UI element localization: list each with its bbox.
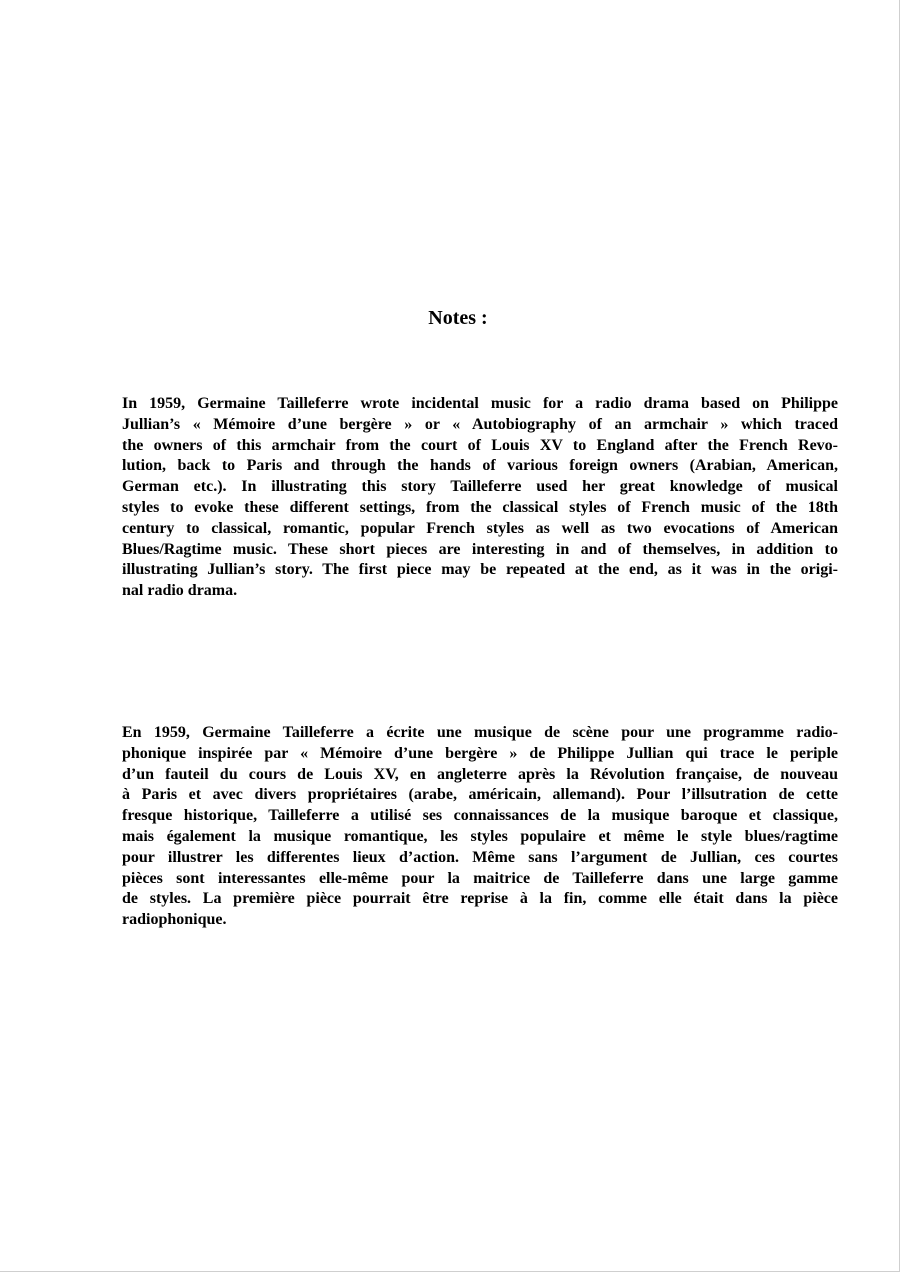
french-line: pour illustrer les differentes lieux d’action. Même sans l’argument de Jullian, ces courtes [122, 848, 838, 866]
english-line: nal radio drama. [122, 582, 238, 600]
page-title: Notes : [428, 307, 488, 329]
english-line: illustrating Jullian’s story. The first piece may be repeated at the end, as it was in the origi- [122, 561, 838, 579]
english-line: Jullian’s « Mémoire d’une bergère » or « Autobiography of an armchair » which traced [122, 415, 838, 433]
notes-english-paragraph [122, 394, 838, 602]
english-line: the owners of this armchair from the court of Louis XV to England after the French Revo- [122, 436, 838, 454]
english-line: German etc.). In illustrating this story Tailleferre used her great knowledge of musical [122, 478, 838, 496]
french-line: pièces sont interessantes elle-même pour la maitrice de Tailleferre dans une large gamme [122, 869, 838, 887]
english-line: In 1959, Germaine Tailleferre wrote incidental music for a radio drama based on Philippe [122, 395, 838, 412]
french-line: radiophonique. [122, 911, 227, 929]
notes-french-paragraph [122, 723, 838, 931]
english-line: styles to evoke these different settings, from the classical styles of French music of the 18th [122, 498, 838, 516]
french-line: de styles. La première pièce pourrait être reprise à la fin, comme elle était dans la pièce [122, 890, 838, 908]
french-line: mais également la musique romantique, les styles populaire et même le style blues/ragtime [122, 827, 838, 845]
french-line: d’un fauteil du cours de Louis XV, en angleterre après la Révolution française, de nouveau [122, 765, 838, 783]
french-line: En 1959, Germaine Tailleferre a écrite une musique de scène pour une programme radio- [122, 724, 838, 741]
french-line: à Paris et avec divers propriétaires (arabe, américain, allemand). Pour l’illsutration de cette [122, 786, 838, 804]
english-line: Blues/Ragtime music. These short pieces are interesting in and of themselves, in addition to [122, 540, 838, 558]
french-line: phonique inspirée par « Mémoire d’une bergère » de Philippe Jullian qui trace le periple [122, 744, 838, 762]
english-line: lution, back to Paris and through the hands of various foreign owners (Arabian, American, [122, 457, 838, 475]
french-line: fresque historique, Tailleferre a utilisé ses connaissances de la musique baroque et classique, [122, 807, 838, 825]
english-line: century to classical, romantic, popular French styles as well as two evocations of American [122, 519, 838, 537]
